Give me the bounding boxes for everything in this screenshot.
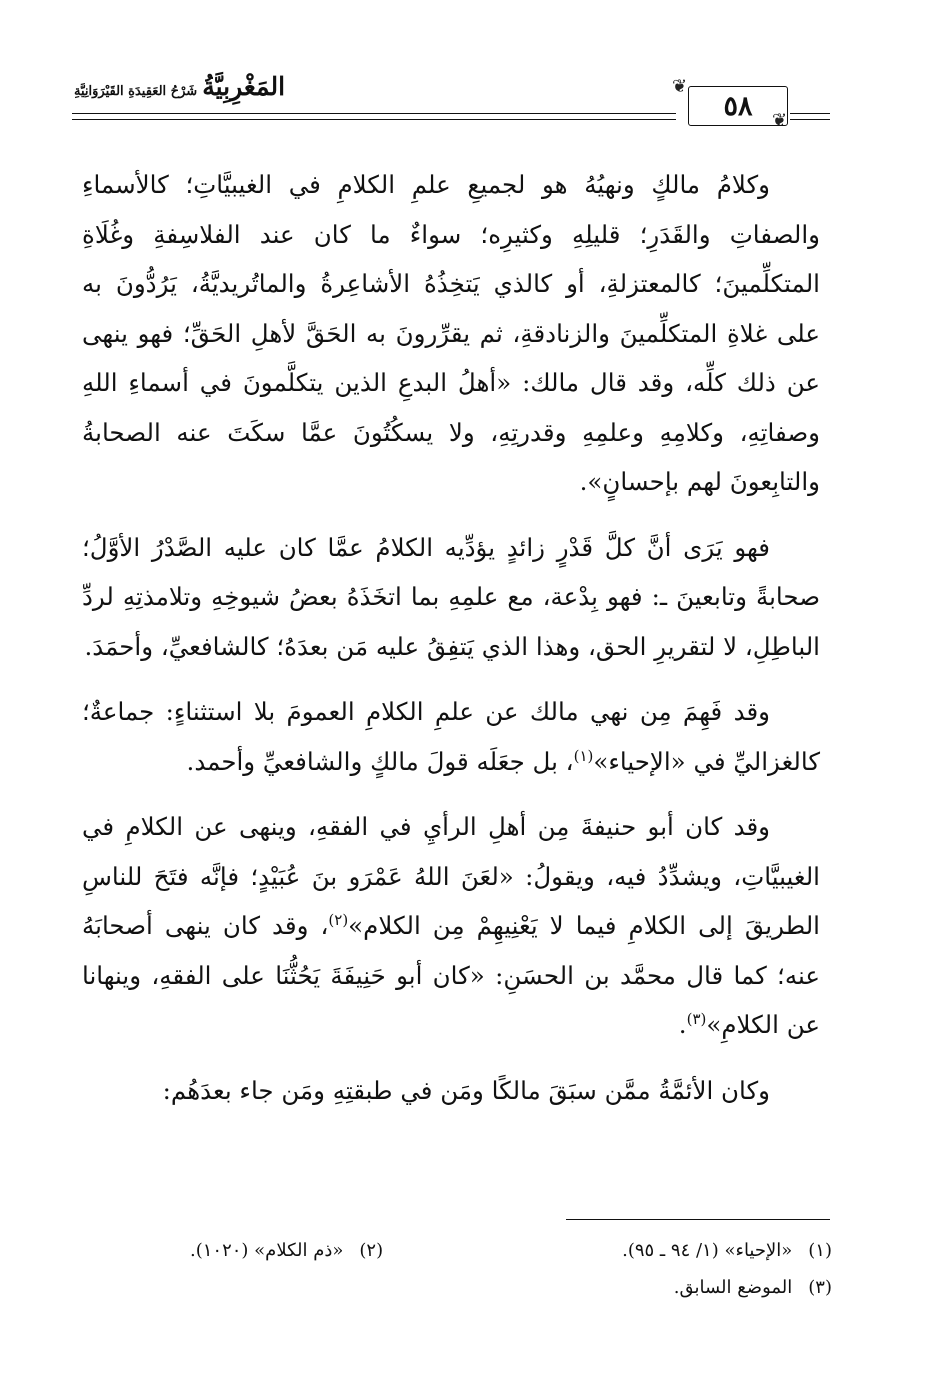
footnote-ref-3: (٣) <box>686 1009 707 1028</box>
paragraph-3: وقد فَهِمَ مِن نهي مالك عن علمِ الكلامِ العمومَ بلا استثناءٍ: جماعةٌ؛ كالغزاليِّ في «الإحياء»$^{(١)}$، بل جعَلَه قولَ مالكٍ والشافعيِّ وأحمد. <box>82 697 820 776</box>
paragraph-1: وكلامُ مالكٍ ونهيُهُ هو لجميعِ علمِ الكلامِ في الغيبيَّاتِ؛ كالأسماءِ والصفاتِ والقَدَرِ؛ قليلِهِ وكثيرِه؛ سواءٌ ما كان عند الفلاسِفةِ وغُلَاةِ المتكلِّمينَ؛ كالمعتزلةِ، أو كالذي يَتخِذُهُ الأشاعِرةُ والماتُريديَّةُ، يَرُدُّونَ به على غلاةِ المتكلِّمينَ والزنادقةِ، ثم يقرِّرونَ به الحَقَّ لأهلِ الحَقِّ؛ فهو ينهى عن ذلك كلِّه، وقد قال مالك: «أهلُ البدعِ الذين يتكلَّمونَ في أسماءِ اللهِ وصفاتِهِ، وكلامِهِ وعلمِهِ وقدرتِهِ، ولا يسكُتُونَ عمَّا سكَتَ عنه الصحابةُ والتابِعونَ لهم بإحسانٍ». <box>82 170 820 496</box>
footnote-2: (٢)«ذم الكلام» (١٠٢٠). <box>190 1240 384 1261</box>
paragraph-4: وقد كان أبو حنيفةَ مِن أهلِ الرأيِ في الفقهِ، وينهى عن الكلامِ في الغيبيَّاتِ، ويشدِّدُ فيه، ويقولُ: «لعَنَ اللهُ عَمْرَو بنَ عُبَيْدٍ؛ فإنَّه فتَحَ للناسِ الطريقَ إلى الكلامِ فيما لا يَعْنِيهِمْ مِن الكلام»$^{(٢)}$، وقد كان ينهى أصحابَهُ عنه؛ كما قال محمَّد بن الحسَنِ: «كان أبو حَنِيفَةَ يَحُثُّنَا على الفقهِ، وينهانا عن الكلامِ»$^{(٣)}$. <box>82 812 820 1039</box>
header-rule-top <box>72 113 676 114</box>
header-rule-bottom <box>72 119 676 120</box>
footnote-separator <box>566 1219 830 1220</box>
footnote-1: (١)«الإحياء» (١/ ٩٤ ـ ٩٥). <box>622 1240 832 1261</box>
footnote-ref-2: (٢) <box>328 910 349 929</box>
main-text <box>82 160 820 1131</box>
flourish-ornament-icon: ❦ <box>772 110 788 131</box>
paragraph-2: فهو يَرَى أنَّ كلَّ قَدْرٍ زائدٍ يؤدِّيه الكلامُ عمَّا كان عليه الصَّدْرُ الأوَّلُ؛ صحابةً وتابعينَ ـ: فهو بِدْعة، مع علمِهِ بما اتخَذَهُ بعضُ شيوخِهِ وتلامذتِهِ لردِّ الباطِلِ، لا لتقريرِ الحق، وهذا الذي يَتفِقُ عليه مَن بعدَهُ؛ كالشافعيِّ، وأحمَدَ. <box>82 532 820 661</box>
flourish-ornament-icon: ❦ <box>672 76 688 97</box>
footnote-row <box>190 1232 832 1269</box>
header-rule-right-bottom <box>790 119 830 120</box>
footnote-3: (٣)الموضع السابق. <box>673 1277 832 1298</box>
header-rule-right-top <box>790 113 830 114</box>
paragraph-5: وكان الأئمَّةُ ممَّن سبَقَ مالكًا ومَن في طبقتِهِ ومَن جاء بعدَهُم: <box>162 1075 770 1105</box>
book-title: المَغْرِبِيَّةُ <box>202 72 286 101</box>
page-number: ٥٨ <box>688 86 788 126</box>
running-title <box>74 72 314 101</box>
footnote-ref-1: (١) <box>573 746 594 765</box>
footnote-row <box>190 1269 832 1306</box>
book-subtitle: شَرْحُ العَقِيدَةِ القَيْرَوَانِيَّةِ <box>74 84 198 99</box>
footnotes <box>190 1232 832 1306</box>
